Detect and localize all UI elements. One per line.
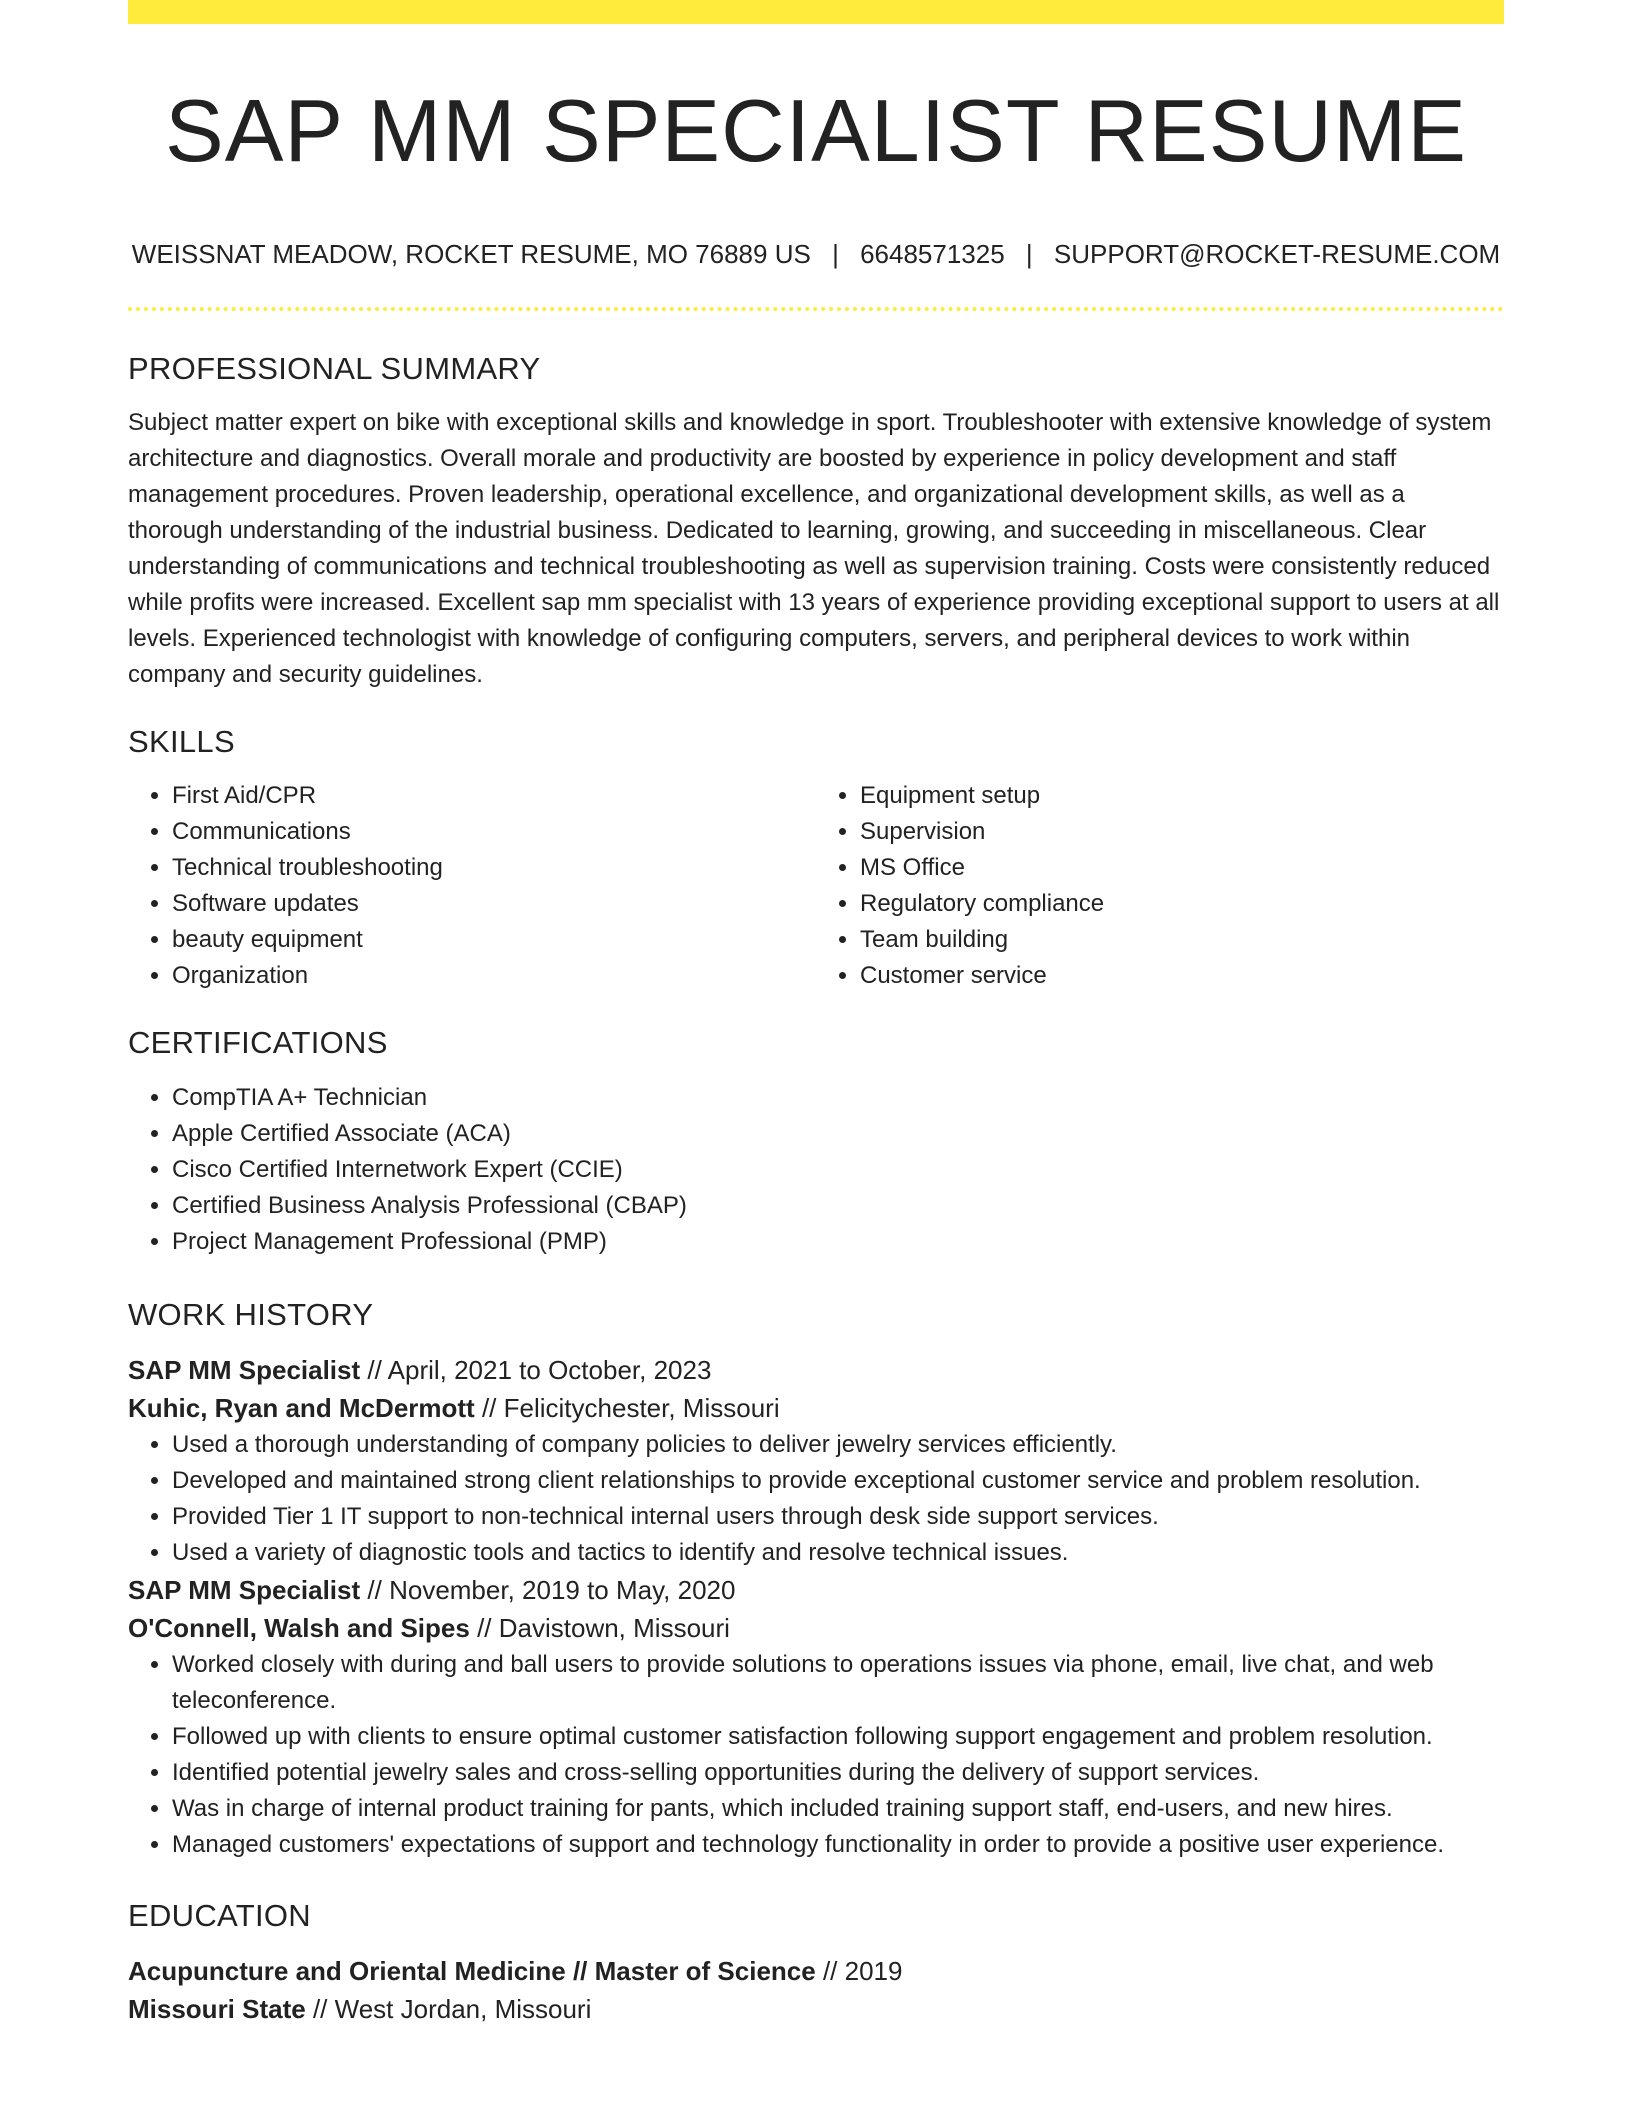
summary-section	[128, 350, 1504, 693]
job-divider: //	[367, 1574, 382, 1605]
job-company: Kuhic, Ryan and McDermott	[128, 1392, 475, 1423]
education-divider: //	[312, 1993, 328, 2024]
resume-title: SAP MM SPECIALIST RESUME	[165, 81, 1467, 180]
job-bullet: • Used a variety of diagnostic tools and tactics to identify and resolve technical issues.	[172, 1535, 1504, 1571]
job-divider: //	[477, 1612, 492, 1643]
job-company-line	[128, 1389, 1504, 1427]
job-bullet: • Provided Tier 1 IT support to non-technical internal users through desk side support services.	[172, 1499, 1504, 1535]
education-school-line	[128, 1990, 1504, 2028]
skill-item: • Organization	[172, 958, 816, 994]
job-company-line	[128, 1609, 1504, 1647]
job-bullet: • Followed up with clients to ensure optimal customer satisfaction following support engagement and problem resolution.	[172, 1719, 1504, 1755]
education-degree-line	[128, 1952, 1504, 1990]
certification-item: • Apple Certified Associate (ACA)	[172, 1116, 1504, 1152]
certifications-list	[128, 1080, 1504, 1260]
job-location: Felicitychester, Missouri	[503, 1392, 780, 1423]
skills-list-left	[128, 778, 816, 994]
top-accent-bar	[128, 0, 1504, 24]
skill-item: • Technical troubleshooting	[172, 850, 816, 886]
resume-content	[128, 350, 1504, 2028]
job-dates: November, 2019 to May, 2020	[389, 1574, 736, 1605]
contact-phone: 6648571325	[860, 239, 1005, 269]
education-degree: Acupuncture and Oriental Medicine // Master of Science	[128, 1955, 816, 1986]
work-history-heading: WORK HISTORY	[128, 1296, 374, 1332]
contact-separator: |	[1025, 239, 1033, 269]
education-heading: EDUCATION	[128, 1897, 311, 1933]
job-company: O'Connell, Walsh and Sipes	[128, 1612, 470, 1643]
skill-item: • Equipment setup	[860, 778, 1504, 814]
skill-item: • beauty equipment	[172, 922, 816, 958]
job-title: SAP MM Specialist	[128, 1354, 361, 1385]
certification-item: • Project Management Professional (PMP)	[172, 1224, 1504, 1260]
job-title-line	[128, 1571, 1504, 1609]
skill-item: • Regulatory compliance	[860, 886, 1504, 922]
job-title-line	[128, 1351, 1504, 1389]
skill-item: • MS Office	[860, 850, 1504, 886]
skill-item: • Customer service	[860, 958, 1504, 994]
education-location: West Jordan, Missouri	[334, 1993, 592, 2024]
job-bullet: • Developed and maintained strong client relationships to provide exceptional customer service and problem resolution.	[172, 1463, 1504, 1499]
job-bullet: • Identified potential jewelry sales and cross-selling opportunities during the delivery of support services.	[172, 1755, 1504, 1791]
job-bullet: • Worked closely with during and ball users to provide solutions to operations issues via phone, email, live chat, and web teleconference.	[172, 1647, 1504, 1719]
job-bullets	[128, 1427, 1504, 1571]
job-entry	[128, 1351, 1504, 1571]
job-location: Davistown, Missouri	[498, 1612, 730, 1643]
header-divider	[128, 307, 1504, 311]
job-dates: April, 2021 to October, 2023	[387, 1354, 712, 1385]
education-year: 2019	[844, 1955, 903, 1986]
education-school: Missouri State	[128, 1993, 306, 2024]
skill-item: • First Aid/CPR	[172, 778, 816, 814]
skills-list-right	[816, 778, 1504, 994]
contact-email: SUPPORT@ROCKET-RESUME.COM	[1053, 239, 1501, 269]
skill-item: • Supervision	[860, 814, 1504, 850]
certification-item: • Cisco Certified Internetwork Expert (CCIE)	[172, 1152, 1504, 1188]
certifications-section	[128, 1024, 1504, 1259]
job-divider: //	[367, 1354, 382, 1385]
summary-heading: PROFESSIONAL SUMMARY	[128, 351, 541, 386]
job-entry	[128, 1571, 1504, 1863]
work-history-section	[128, 1296, 1504, 1863]
certification-item: • Certified Business Analysis Professional (CBAP)	[172, 1188, 1504, 1224]
job-bullets	[128, 1647, 1504, 1863]
skills-section	[128, 723, 1504, 994]
summary-text: Subject matter expert on bike with exceptional skills and knowledge in sport. Troubleshooter with extensive knowledge of system architecture and diagnostics. Overall morale and productivity are boosted by experience in policy development and staff management procedures. Proven leadership, operational excellence, and organizational development skills, as well as a thorough understanding of the industrial business. Dedicated to learning, growing, and succeeding in miscellaneous. Clear understanding of communications and technical troubleshooting as well as supervision training. Costs were consistently reduced while profits were increased. Excellent sap mm specialist with 13 years of experience providing exceptional support to users at all levels. Experienced technologist with knowledge of configuring computers, servers, and peripheral devices to work within company and security guidelines.	[128, 409, 1500, 689]
education-divider: //	[822, 1955, 838, 1986]
contact-address: WEISSNAT MEADOW, ROCKET RESUME, MO 76889 US	[131, 239, 811, 269]
certifications-heading: CERTIFICATIONS	[128, 1025, 388, 1061]
education-section	[128, 1897, 1504, 2028]
skill-item: • Communications	[172, 814, 816, 850]
contact-separator: |	[832, 239, 839, 269]
job-bullet: • Used a thorough understanding of company policies to deliver jewelry services efficiently.	[172, 1427, 1504, 1463]
skill-item: • Team building	[860, 922, 1504, 958]
job-divider: //	[481, 1392, 497, 1423]
job-bullet: • Managed customers' expectations of support and technology functionality in order to provide a positive user experience.	[172, 1827, 1504, 1863]
certification-item: • CompTIA A+ Technician	[172, 1080, 1504, 1116]
job-bullet: • Was in charge of internal product training for pants, which included training support staff, end-users, and new hires.	[172, 1791, 1504, 1827]
job-title: SAP MM Specialist	[128, 1574, 361, 1605]
skills-columns	[128, 778, 1504, 994]
contact-line	[0, 236, 1632, 272]
skills-heading: SKILLS	[128, 724, 235, 760]
skill-item: • Software updates	[172, 886, 816, 922]
